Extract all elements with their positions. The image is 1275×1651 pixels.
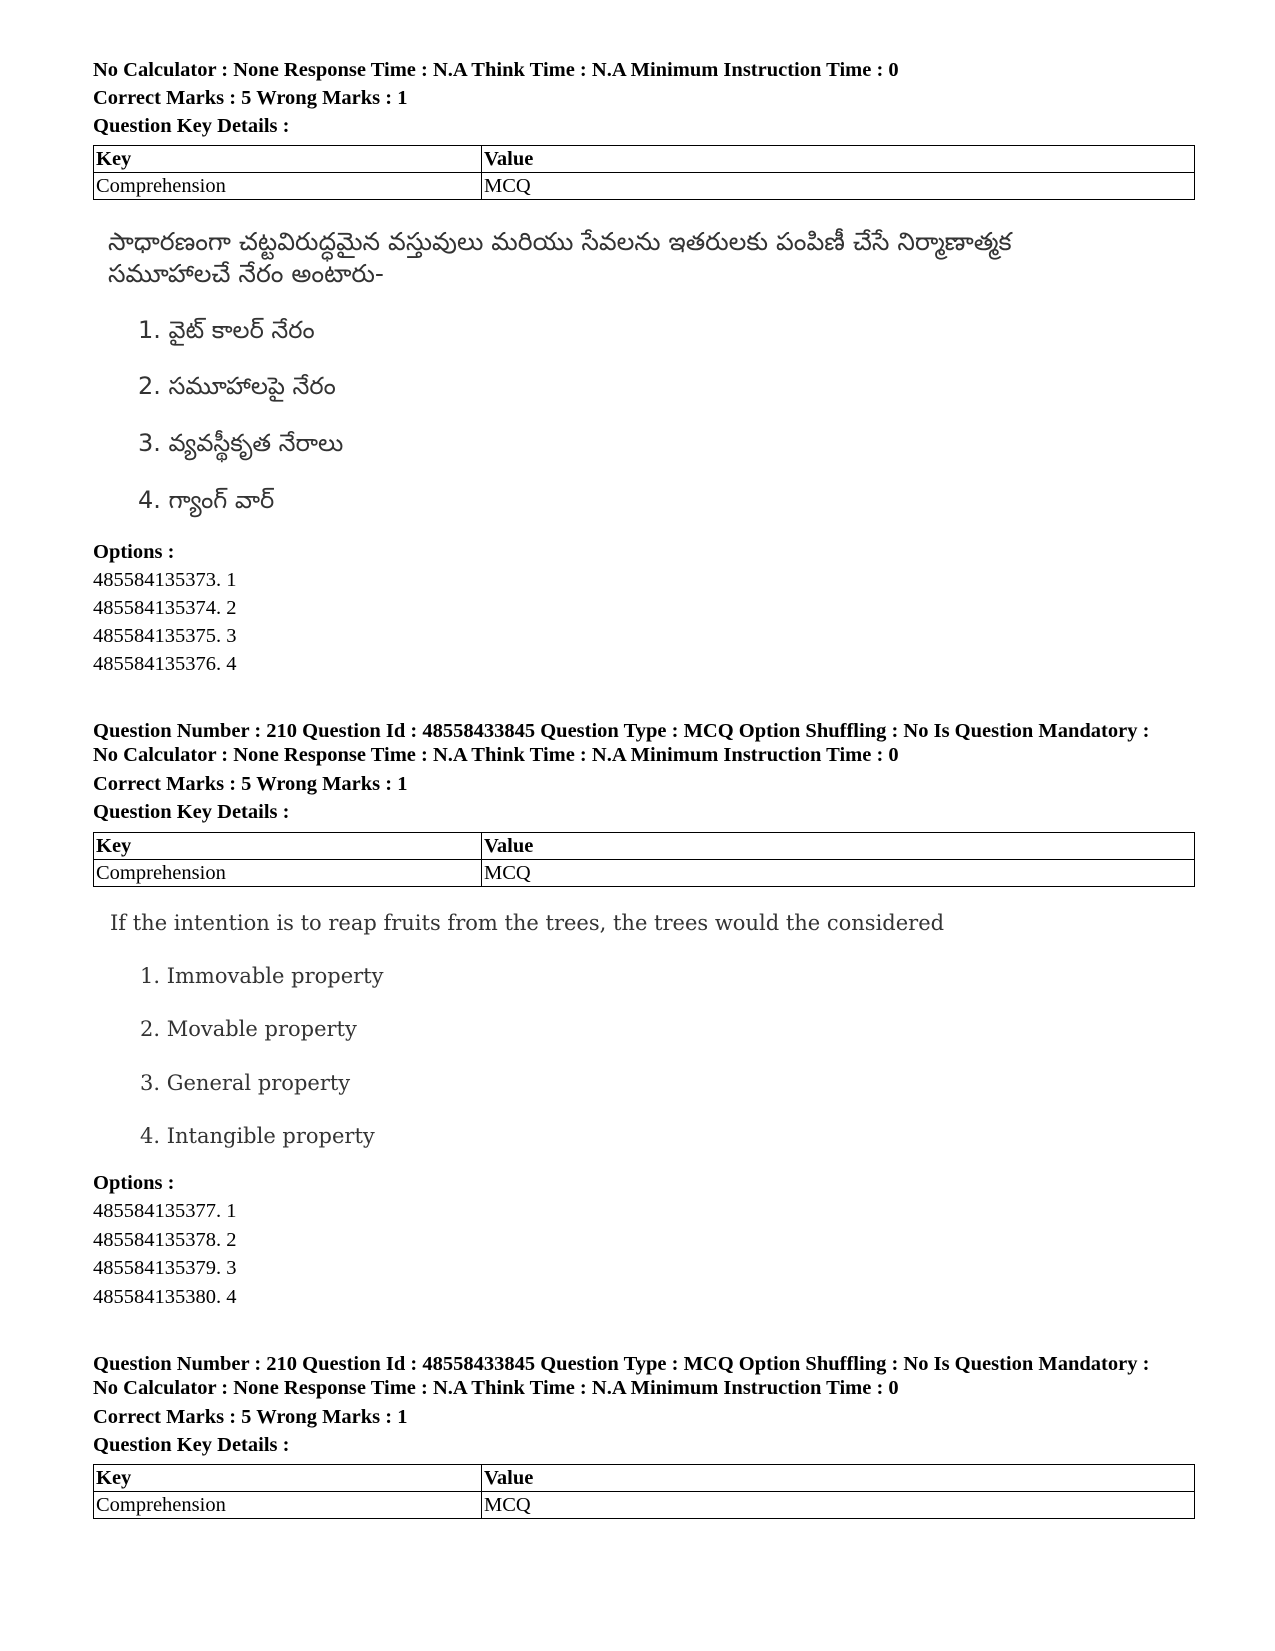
key-cell: Comprehension [94,173,482,200]
marks-line: Correct Marks : 5 Wrong Marks : 1 [93,87,408,109]
marks-line: Correct Marks : 5 Wrong Marks : 1 [93,773,408,795]
question-choice: 4. గ్యాంగ్ వార్ [138,486,275,514]
key-details-table [93,832,1195,887]
question-choice: 3. General property [140,1071,351,1095]
question-meta-line: No Calculator : None Response Time : N.A Think Time : N.A Minimum Instruction Time : 0 [93,1377,899,1399]
question-text: If the intention is to reap fruits from the trees, the trees would the considered [110,911,945,935]
key-details-label: Question Key Details : [93,115,290,137]
question-text-line-1: సాధారణంగా చట్టవిరుద్ధమైన వస్తువులు మరియు సేవలను ఇతరులకు పంపిణీ చేసే నిర్మాణాత్మక [108,227,1012,256]
question-meta-line: Question Number : 210 Question Id : 48558433845 Question Type : MCQ Option Shuffling : No Is Question Mandatory : [93,1353,1150,1375]
question-meta-line: No Calculator : None Response Time : N.A Think Time : N.A Minimum Instruction Time : 0 [93,744,899,766]
option-line: 485584135379. 3 [93,1257,237,1279]
question-text-line-2: సమూహాలచే నేరం అంటారు- [108,259,384,288]
option-line: 485584135377. 1 [93,1200,237,1222]
question-choice: 1. Immovable property [140,964,384,988]
key-cell: Comprehension [94,1492,482,1519]
question-choice: 3. వ్యవస్థీకృత నేరాలు [138,429,344,457]
question-meta-line: No Calculator : None Response Time : N.A Think Time : N.A Minimum Instruction Time : 0 [93,59,899,81]
question-choice: 1. వైట్ కాలర్ నేరం [138,316,315,344]
value-header: Value [482,146,1195,173]
question-meta-line: Question Number : 210 Question Id : 48558433845 Question Type : MCQ Option Shuffling : No Is Question Mandatory : [93,720,1150,742]
key-header: Key [94,1465,482,1492]
question-choice: 4. Intangible property [140,1124,375,1148]
options-label: Options : [93,1172,175,1194]
value-cell: MCQ [482,173,1195,200]
marks-line: Correct Marks : 5 Wrong Marks : 1 [93,1406,408,1428]
question-choice: 2. సమూహాలపై నేరం [138,372,336,400]
key-header: Key [94,833,482,860]
key-details-table [93,145,1195,200]
key-cell: Comprehension [94,860,482,887]
question-choice: 2. Movable property [140,1017,357,1041]
value-cell: MCQ [482,860,1195,887]
option-line: 485584135380. 4 [93,1286,237,1308]
option-line: 485584135373. 1 [93,569,237,591]
key-details-table [93,1464,1195,1519]
value-header: Value [482,1465,1195,1492]
option-line: 485584135376. 4 [93,653,237,675]
options-label: Options : [93,541,175,563]
option-line: 485584135375. 3 [93,625,237,647]
key-header: Key [94,146,482,173]
option-line: 485584135378. 2 [93,1229,237,1251]
option-line: 485584135374. 2 [93,597,237,619]
key-details-label: Question Key Details : [93,1434,290,1456]
key-details-label: Question Key Details : [93,801,290,823]
value-cell: MCQ [482,1492,1195,1519]
value-header: Value [482,833,1195,860]
